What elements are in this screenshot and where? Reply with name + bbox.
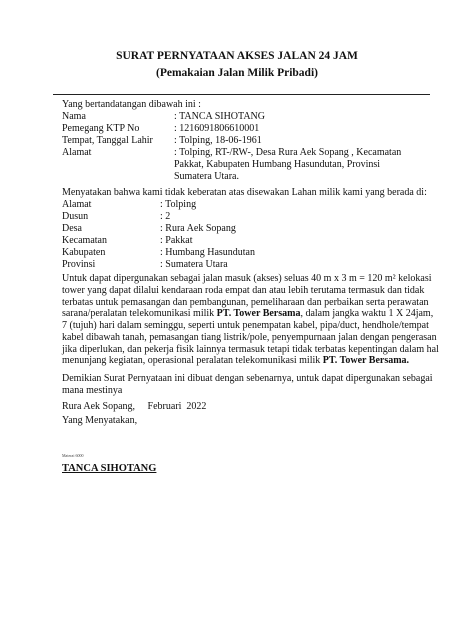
body-line: sarana/peralatan telekomunikasi milik PT. Tower Bersama, dalam jangka waktu 1 X 24jam, bbox=[62, 308, 434, 320]
yang-menyatakan: Yang Menyatakan, bbox=[62, 415, 138, 426]
location-value: : Rura Aek Sopang bbox=[160, 223, 236, 234]
document-subtitle: (Pemakaian Jalan Milik Pribadi) bbox=[156, 67, 318, 79]
location-value: : Tolping bbox=[160, 199, 197, 210]
person-value: Sumatera Utara. bbox=[174, 171, 239, 182]
person-value: : Tolping, 18-06-1961 bbox=[174, 135, 262, 146]
location-label: Desa bbox=[62, 223, 82, 234]
person-label: Pemegang KTP No bbox=[62, 123, 140, 134]
location-label: Dusun bbox=[62, 211, 89, 222]
location-label: Kecamatan bbox=[62, 235, 107, 246]
body-line: menunjang kegiatan, operasional peralatan telekomunikasi milik PT. Tower Bersama. bbox=[62, 355, 410, 367]
document-title: SURAT PERNYATAAN AKSES JALAN 24 JAM bbox=[116, 50, 358, 62]
person-value: : Tolping, RT-/RW-, Desa Rura Aek Sopang , Kecamatan bbox=[174, 147, 402, 158]
person-value: Pakkat, Kabupaten Humbang Hasundutan, Provinsi bbox=[174, 159, 381, 170]
person-label: Nama bbox=[62, 111, 86, 122]
body-line: 7 (tujuh) hari dalam seminggu, seperti untuk penempatan kabel, pipa/duct, hendhole/tempat bbox=[62, 320, 429, 331]
signatory-name: TANCA SIHOTANG bbox=[62, 463, 157, 474]
location-value: : Humbang Hasundutan bbox=[160, 247, 255, 258]
closing-line: Demikian Surat Pernyataan ini dibuat dengan sebenarnya, untuk dapat dipergunakan sebagai bbox=[62, 373, 433, 384]
person-label: Alamat bbox=[62, 147, 92, 158]
location-label: Kabupaten bbox=[62, 247, 106, 258]
location-value: : Pakkat bbox=[160, 235, 193, 246]
body-line: jika diperlukan, dan pekerja fisik lainnya termasuk tetapi tidak terbatas kepentingan dalam hal bbox=[62, 343, 439, 355]
title-divider bbox=[53, 94, 430, 95]
person-label: Tempat, Tanggal Lahir bbox=[62, 135, 153, 146]
place-date: Rura Aek Sopang, Februari 2022 bbox=[62, 401, 207, 412]
closing-paragraph bbox=[62, 373, 432, 397]
body-line: kabel dibawah tanah, pemasangan tiang listrik/pole, penyempurnaan jalan dengan pengerasan bbox=[62, 331, 437, 343]
intro-text: Yang bertandatangan dibawah ini : bbox=[62, 99, 201, 110]
closing-line: mana mestinya bbox=[62, 384, 123, 396]
materai-stamp: Materai 6000 bbox=[62, 453, 84, 458]
statement-text: Menyatakan bahwa kami tidak keberatan atas disewakan Lahan milik kami yang berada di: bbox=[62, 187, 427, 198]
body-line: Untuk dapat dipergunakan sebagai jalan masuk (akses) seluas 40 m x 3 m = 120 m² kelokasi bbox=[62, 273, 432, 284]
location-label: Alamat bbox=[62, 199, 92, 210]
location-value: : 2 bbox=[160, 211, 171, 222]
body-paragraph bbox=[62, 273, 439, 367]
person-value: : 1216091806610001 bbox=[174, 123, 260, 134]
body-line: tower yang dapat dilalui kendaraan roda empat dan atau lebih terutama termasuk dan tidak bbox=[62, 284, 425, 296]
location-label: Provinsi bbox=[62, 259, 96, 270]
location-value: : Sumatera Utara bbox=[160, 259, 228, 270]
body-line: terbatas untuk pemasangan dan pembangunan, pemeliharaan dan perbaikan serta perawatan bbox=[62, 296, 429, 308]
person-value: : TANCA SIHOTANG bbox=[174, 111, 265, 122]
